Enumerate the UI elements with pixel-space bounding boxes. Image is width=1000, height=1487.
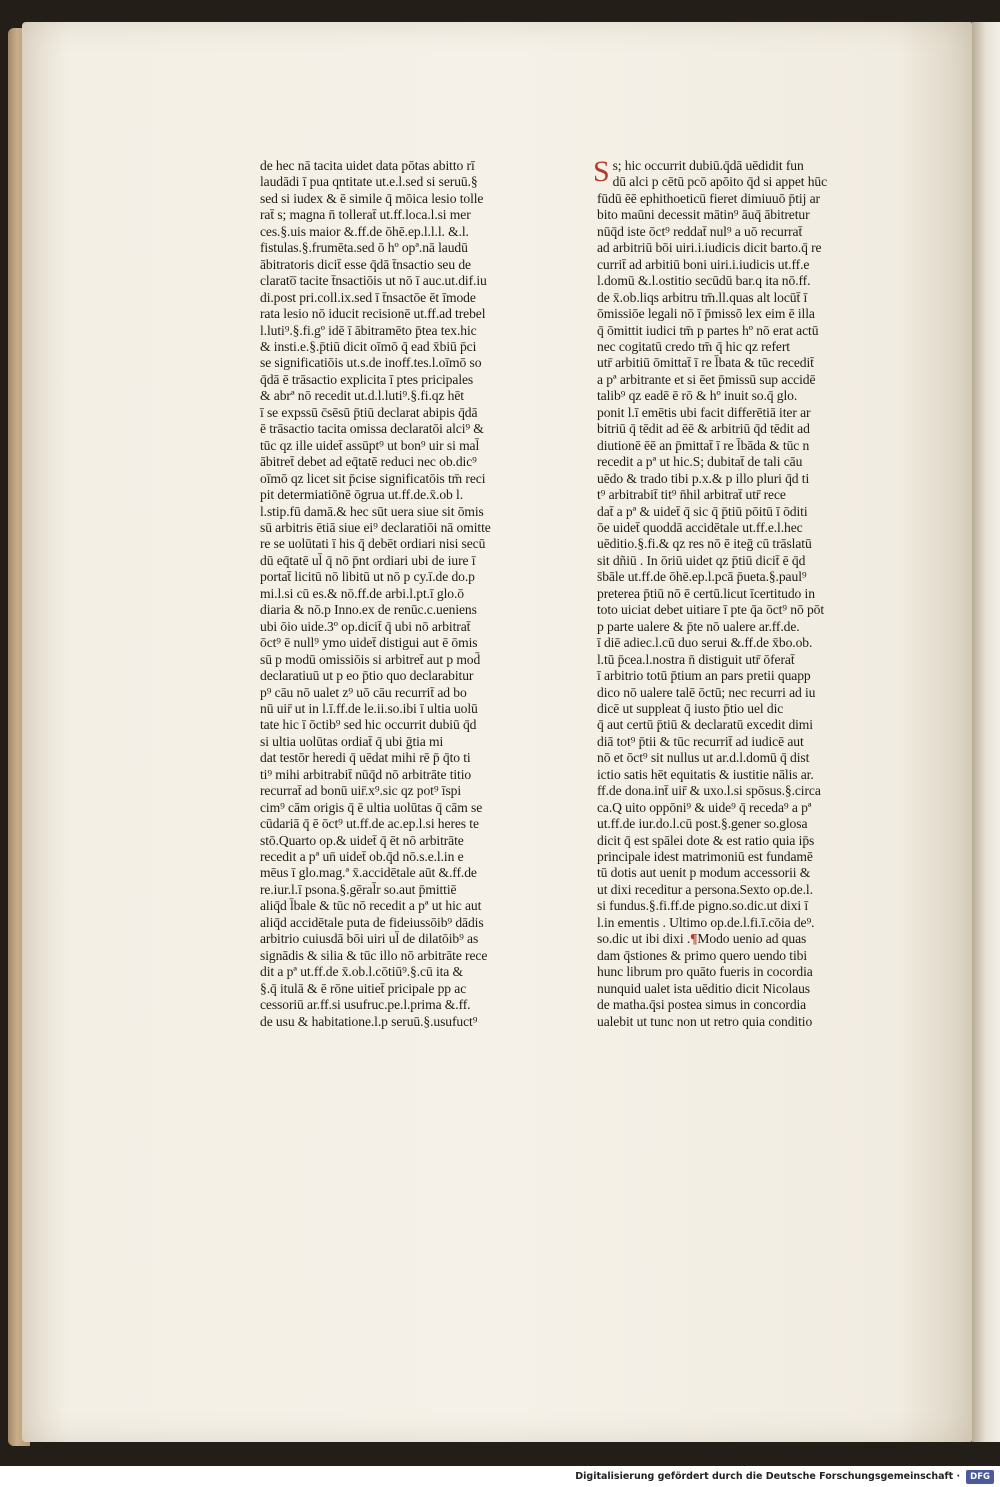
text-line: ut.ff.de iur.do.l.cū post.§.gener so.glosa: [597, 816, 808, 832]
text-line: ut dixi receditur a persona.Sexto op.de.l.: [597, 881, 813, 897]
text-line: mi.l.si cū es.& nō.ff.de arbi.l.pt.ī glo.ō: [260, 585, 464, 601]
text-line: pit determiatiōnē ōgrua ut.ff.de.x̄.ob l.: [260, 487, 463, 503]
text-line: recurrat̄ ad bonū uir̄.x⁹.sic qz pot⁹ īspi: [260, 783, 462, 799]
text-line: ōct⁹ ē null⁹ ymo uidet̄ distigui aut ē ōmis: [260, 635, 478, 651]
text-line: de matha.q̄si postea simus in concordia: [597, 997, 807, 1013]
text-line: ti⁹ mihi arbitrabit̄ nūq̄d nō arbitrāte titio: [260, 766, 472, 782]
text-line: dat testōr heredi q̄ uēdat mihi rē p̄ q̄to ti: [260, 750, 471, 766]
text-line: ad arbitriū bōi uiri.i.iudicis dicit barto.q̄ re: [597, 240, 822, 256]
text-line: cūdariā q̄ ē ōct⁹ ut.ff.de ac.ep.l.si heres te: [260, 816, 479, 832]
text-line: rata lesio nō iducit recisionē ut.ff.ad trebel: [260, 306, 486, 322]
text-line: ī se expssū c̄sēsū p̄tiū declarat abipis q̄dā: [260, 404, 478, 420]
text-line: a pª arbitrante et si ēet p̄missū sup accidē: [597, 371, 816, 387]
text-line: dicit q̄ est spālei dote & est ratio quia ip̄s: [597, 832, 815, 848]
text-line: ponit l.ī emētis ubi facit differētiā iter ar: [597, 404, 811, 420]
text-line: tū dotis aut uenit p modum accessorii &: [597, 865, 811, 881]
text-line: stō.Quarto op.& uidet̄ q̄ ēt nō arbitrāte: [260, 832, 464, 848]
text-line: ualebit ut tunc non ut retro quia conditio: [597, 1013, 813, 1029]
text-line: uēditio.§.fi.& qz res nō ē iteḡ cū trāslatū: [597, 536, 812, 552]
text-line: q̄dā ē trāsactio explicita ī ptes pricipales: [260, 371, 474, 387]
text-line: dico nō ualere talē ōctū; nec recurri ad iu: [597, 684, 816, 700]
text-line: ī arbitrio totū p̄tium an pars pretii quapp: [597, 668, 811, 684]
text-line: mēus ī glo.mag.ª x̄.accidētale aūt &.ff.de: [260, 865, 477, 881]
text-line: sit dñiū . In ōriū uidet qz p̄tiū dicit̄ ē q̄d: [597, 552, 806, 568]
text-line: di.post pri.coll.ix.sed ī t̄nsactōe ēt īmode: [260, 289, 476, 305]
text-line-segment: so.dic ut ibi dixi .: [597, 931, 691, 947]
text-line: re se uolūtati ī his q̄ debēt ordiari nisi secū: [260, 536, 486, 552]
text-line: nū uir̄ ut in l.ī.ff.de le.ii.so.ibi ī ultia uolū: [260, 700, 478, 716]
text-line: si ultia uolūtas ordiat̄ q̄ ubi ḡtia mi: [260, 733, 444, 749]
text-line: nō et ōct⁹ sit nullus ut ar.d.l.domū q̄ dist: [597, 750, 810, 766]
text-line: fūdū ēē ephithoeticū fieret dimiuuō p̄tij ar: [597, 190, 820, 206]
text-line: dicē ut suppleat q̄ iusto p̄tio uel dic: [597, 700, 784, 716]
text-line: se significatiōis ut.s.de inoff.tes.l.oīmō so: [260, 355, 482, 371]
first-line-text: s; hic occurrit dubiū.q̄dā uēdidit fun: [612, 158, 804, 173]
text-line: dū alci p cētū pcō apōito q̄d si appet hūc: [612, 174, 828, 190]
text-line: preterea p̄tiū nō ē certū.licut īcertitudo in: [597, 585, 815, 601]
text-line: & abrª nō recedit ut.d.l.luti⁹.§.fi.qz hēt: [260, 388, 464, 404]
text-line: l.stip.fū damā.& hec sūt uera siue sit ōmis: [260, 503, 484, 519]
text-line: diutionē ēē an p̄mittat̄ ī re l̄bāda & tūc n: [597, 437, 810, 453]
text-line: ca.Q uito oppōni⁹ & uide⁹ q̄ receda⁹ a pª: [597, 799, 812, 815]
text-line: nūq̄d iste ōct⁹ reddat̄ nul⁹ a uō recurrat̄: [597, 223, 803, 239]
text-line: oīmō qz licet sit p̄cise significatōis tm̄ reci: [260, 470, 486, 486]
text-line: bitriū q̄ tēdit ad ēē & arbitriū q̄d tēdit ad: [597, 421, 810, 437]
text-line: declaratiuū ut p eo p̄tio quo declarabitur: [260, 668, 474, 684]
text-line: sed si iudex & ē simile q̄ mōica lesio tolle: [260, 190, 484, 206]
text-line: t⁹ arbitrabit̄ tit⁹ n̄hil arbitrat̄ utr̄ rece: [597, 487, 786, 503]
text-line: re.iur.l.ī psona.§.gēral̄r so.aut p̄mittiē: [260, 881, 457, 897]
text-line: q̄ ōmittit iudici tm̄ p partes hº nō erat actū: [597, 322, 819, 338]
dfg-logo: DFG: [966, 1470, 994, 1484]
text-line: de x̄.ob.liqs arbitru tm̄.ll.quas alt locūt̄ ī: [597, 289, 808, 305]
text-line: utr̄ arbitiū ōmittat̄ ī re l̄bata & tūc recedit̄: [597, 355, 814, 371]
text-line: aliq̄d accidētale puta de fideiussōib⁹ dādis: [260, 914, 484, 930]
text-line: l.tū p̄cea.l.nostra n̄ distiguit utr̄ ōferat̄: [597, 651, 795, 667]
text-line: nunquid ualet ista uēditio dicit Nicolaus: [597, 980, 810, 996]
text-line: hunc librum pro quāto fueris in cocordia: [597, 964, 813, 980]
text-line: toto uiciat debet uitiare ī pte q̄a ōct⁹ nō pōt: [597, 602, 825, 618]
text-line: dit a pª ut.ff.de x̄.ob.l.cōtiū⁹.§.cū ita &: [260, 964, 463, 980]
footer-credit-text: Digitalisierung gefördert durch die Deutsche Forschungsgemeinschaft ·: [575, 1471, 961, 1482]
pilcrow-text: Modo uenio ad quas: [697, 931, 807, 947]
text-line: portat̄ licitū nō libitū ut nō p cy.ī.de do.p: [260, 569, 475, 585]
text-line: cessoriū ar.ff.si usufruc.pe.l.prima &.ff.: [260, 997, 471, 1013]
text-line: p⁹ cāu nō ualet z⁹ uō cāu recurrit̄ ad bo: [260, 684, 467, 700]
text-line: de hec nā tacita uidet data pōtas abitto rī: [260, 158, 475, 173]
text-line: §.q̄ itulā & ē rōne uitiet̄ pricipale pp ac: [260, 980, 467, 996]
text-line: & insti.e.§.p̄tiū dicit oīmō q̄ ead x̄biū p̄ci: [260, 338, 477, 354]
rubricated-initial: S: [593, 155, 610, 188]
text-line: de usu & habitatione.l.p seruū.§.usufuct⁹: [260, 1013, 478, 1029]
text-line: q̄ aut certū p̄tiū & declaratū excedit dimi: [597, 717, 813, 733]
text-line: sū p modū omissiōis si arbitret̄ aut p mod̄: [260, 651, 481, 667]
text-line: clarato̅ tacite t̄nsactiōis ut nō ī auc.ut.dif.iu: [260, 273, 487, 289]
text-line: diaria & nō.p Inno.ex de renūc.c.ueniens: [260, 602, 477, 618]
text-line: s̄bāle ut.ff.de ōhē.ep.l.pcā p̄ueta.§.paul⁹: [597, 569, 807, 585]
text-line: ictio satis hēt equitatis & iustitie nālis ar.: [597, 766, 814, 782]
text-line: uēdo & trado tibi p.x.& p illo pluri q̄d ti: [597, 470, 810, 486]
gutter-shadow: [972, 22, 1000, 1442]
text-line: ces.§.uis maior &.ff.de ōhē.ep.l.l.l. &.l.: [260, 223, 469, 239]
text-line: bito maūni decessit mātin⁹ āuq̄ ābitretur: [597, 207, 810, 223]
text-line: ābitratoris dicit̄ esse q̄dā t̄nsactio seu de: [260, 256, 471, 272]
footer-bar: [0, 1466, 1000, 1487]
text-line: tate hic ī ōctib⁹ sed hic occurrit dubiū q̄d: [260, 717, 477, 733]
text-line: ff.de dona.int̄ uir̄ & uxo.l.si spōsus.§.circa: [597, 783, 821, 799]
left-text-column: [260, 158, 550, 1030]
text-line: l.in ementis . Ultimo op.de.l.fi.ī.cōia de⁹.: [597, 914, 815, 930]
text-line: rat̄ s; magna n̄ tollerat̄ ut.ff.loca.l.si mer: [260, 207, 471, 223]
text-line: ōe uidet̄ quoddā accidētale ut.ff.e.l.hec: [597, 519, 803, 535]
text-line: sū arbitris ētiā siue ei⁹ declaratiōi nā omitte: [260, 519, 491, 535]
text-line: cim⁹ cām origis q̄ ē ultia uolūtas q̄ cām se: [260, 799, 483, 815]
text-line: [597, 931, 887, 947]
text-line: signādis & silia & tūc illo nō arbitrāte rece: [260, 947, 488, 963]
text-line: ī diē adiec.l.cū duo serui &.ff.de x̄bo.ob.: [597, 635, 813, 651]
text-line: ubi ōio uide.3º op.dicit̄ q̄ ubi nō arbitrat̄: [260, 618, 471, 634]
text-line: recedit a pª un̄ uidet̄ ob.q̄d nō.s.e.l.in e: [260, 849, 464, 865]
right-text-column: [593, 155, 887, 1030]
text-line: recedit a pª ut hic.S; dubitat̄ de tali cāu: [597, 454, 803, 470]
text-line: talib⁹ qz eadē ē rō & hº inuit so.q̄ glo.: [597, 388, 798, 404]
text-line: l.luti⁹.§.fi.gº idē ī ābitramēto p̄tea tex.hic: [260, 322, 477, 338]
text-line: nec cogitatū credo tm̄ q̄ hic qz refert: [597, 338, 790, 354]
text-line: l.domū &.l.ostitio secūdū bar.q ita nō.ff.: [597, 273, 811, 289]
text-line: ābitret̄ debet ad eq̄tatē reduci nec ob.dic⁹: [260, 454, 477, 470]
text-line: ē trāsactio tacita omissa declaratōi alci⁹ &: [260, 421, 484, 437]
text-line: ōmissiōe legali nō ī p̄missō lex eim ē illa: [597, 306, 815, 322]
text-line: laudādi ī pua qntitate ut.e.l.sed si seruū.§: [260, 174, 478, 190]
text-line: aliq̄d l̄bale & tūc nō recedit a pª ut hic aut: [260, 898, 482, 914]
text-line: dū eq̄tatē ul̄ q̄ nō p̄nt ordiari ubi de iure ī: [260, 552, 476, 568]
text-line: diā tot⁹ p̄tii & tūc recurrit̄ ad iudicē aut: [597, 733, 804, 749]
text-line: fistulas.§.frumēta.sed ō hº opª.nā laudū: [260, 240, 468, 256]
text-line: si fundus.§.fi.ff.de pigno.so.dic.ut dixi ī: [597, 898, 809, 914]
text-line: arbitrio cuiusdā bōi uiri ul̄ de dilatōib⁹ as: [260, 931, 479, 947]
text-line: dat̄ a pª & uidet̄ q̄ sic q̄ p̄tiū pōitū ī ōditi: [597, 503, 808, 519]
text-line: currit̄ ad arbitiū boni uiri.i.iudicis ut.ff.e: [597, 256, 810, 272]
text-line: dam q̄stiones & primo quero uendo tibi: [597, 947, 807, 963]
text-line: principale idest matrimoniū est fundamē: [597, 849, 813, 865]
text-line: tūc qz ille uidet̄ assūpt⁹ ut bon⁹ uir si mal̄: [260, 437, 480, 453]
pilcrow-mark: ¶: [690, 931, 698, 947]
text-line: p parte ualere & p̄te nō ualere ar.ff.de.: [597, 618, 800, 634]
